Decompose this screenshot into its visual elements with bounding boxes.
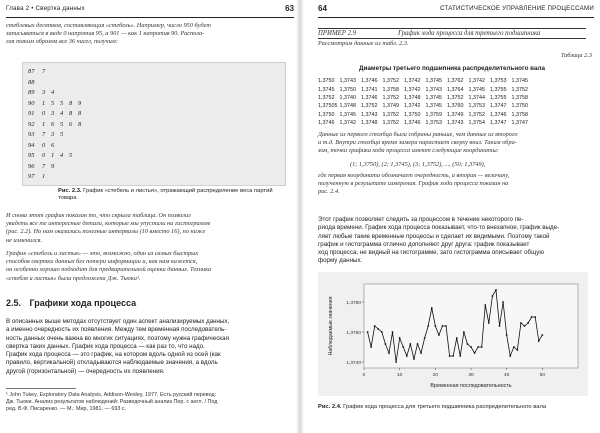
table-cell: 1,3745 bbox=[318, 86, 335, 93]
leaf-value: 5 bbox=[69, 152, 73, 159]
coordinates-line: (1; 1,3750), (2; 1,3745), (3; 1,3752), ..., (50; 1,3749), bbox=[350, 161, 486, 168]
table-cell: 1,3758 bbox=[382, 86, 399, 93]
table-cell: 1,3759 bbox=[425, 111, 442, 118]
data-point bbox=[467, 343, 469, 345]
leaf-value: 3 bbox=[51, 110, 55, 117]
leaf-value: 4 bbox=[60, 110, 64, 117]
table-cell: 1,3746 bbox=[318, 120, 335, 127]
table-cell: 1,3750 bbox=[318, 111, 335, 118]
table-cell: 1,3762 bbox=[447, 78, 464, 85]
right-page bbox=[300, 0, 600, 433]
page-number-left: 63 bbox=[285, 4, 294, 13]
table-cell: 1,3752 bbox=[382, 120, 399, 127]
text-line: ляет любые такие временные процессы и сделает их видимыми. Поэтому такой bbox=[318, 232, 550, 240]
x-tick-label: 40 bbox=[503, 373, 510, 378]
y-tick-label: 1,3740 bbox=[346, 360, 361, 366]
leaf-value: 7 bbox=[42, 68, 46, 75]
data-point bbox=[502, 301, 504, 303]
table-cell: 1,3742 bbox=[468, 78, 485, 85]
example-header bbox=[318, 28, 586, 39]
text-line: График «стебель и листья» — это, возможно, один из самых быстрых bbox=[6, 250, 199, 257]
leaf-value: 5 bbox=[60, 131, 64, 138]
leaf-value: 8 bbox=[78, 120, 82, 128]
stem-value: 95 bbox=[28, 152, 35, 159]
text-line: не изменился. bbox=[6, 236, 43, 244]
data-point bbox=[456, 337, 458, 339]
run-chart-figure bbox=[318, 272, 588, 396]
y-tick-label: 1,3750 bbox=[346, 330, 361, 336]
data-point bbox=[452, 355, 454, 357]
stem-value: 96 bbox=[28, 162, 35, 170]
paragraph-2 bbox=[6, 250, 294, 283]
table-row bbox=[318, 94, 533, 102]
text-line: график и гистограмма отлично дополняют друг друга: график показывает bbox=[318, 240, 530, 248]
table-cell: 1,3754 bbox=[468, 120, 485, 127]
data-point bbox=[470, 346, 472, 348]
y-axis-label: Наблюдаемые значения bbox=[328, 296, 334, 356]
leaf-value: 6 bbox=[69, 120, 73, 128]
data-point bbox=[463, 331, 465, 333]
x-tick-label: 30 bbox=[468, 373, 474, 378]
data-table bbox=[318, 77, 533, 127]
table-cell: 1,3760 bbox=[447, 103, 464, 110]
table-cell: 1,3741 bbox=[361, 86, 378, 93]
caption-text: График хода процесса для третьего подшипника распределительного вала bbox=[343, 404, 547, 410]
footnote-rule bbox=[6, 388, 76, 389]
table-cell: 1,3752 bbox=[361, 103, 378, 110]
table-cell: 1,3742 bbox=[339, 120, 356, 127]
table-cell: 1,3746 bbox=[361, 94, 378, 101]
table-title: Диаметры третьего подшипника распределительного вала bbox=[359, 65, 545, 72]
right-paragraph-1 bbox=[318, 131, 590, 156]
text-line: способов свертки данных без потери информации и, как нам кажется, bbox=[6, 258, 198, 266]
text-line: зом, точки графика хода процесса имеют следующие координаты: bbox=[318, 147, 499, 155]
leaf-value: 3 bbox=[42, 89, 46, 96]
data-point bbox=[409, 343, 411, 345]
caption-text: График «стебель и листья», отражающий распределение веса партий товара bbox=[58, 188, 273, 202]
leaf-value: 1 bbox=[42, 120, 46, 128]
data-point bbox=[481, 346, 483, 348]
text-line: стеблевых десятков, составляющая «стебель». Например, число 950 будет bbox=[6, 22, 211, 29]
stem-value: 88 bbox=[28, 78, 35, 86]
figure-caption-2-4 bbox=[318, 404, 590, 411]
table-row bbox=[318, 119, 533, 127]
table-cell: 1,3752 bbox=[468, 111, 485, 118]
data-point bbox=[477, 346, 479, 348]
stem-leaf-row bbox=[28, 142, 60, 149]
x-axis-label: Временная последовательность bbox=[430, 383, 512, 389]
data-point bbox=[417, 343, 419, 345]
paragraph-3 bbox=[6, 318, 294, 376]
data-point bbox=[402, 346, 404, 348]
leaf-value: 1 bbox=[51, 152, 55, 159]
data-point bbox=[520, 322, 522, 324]
data-point bbox=[385, 343, 387, 345]
paragraph-1 bbox=[6, 212, 294, 245]
caption-label: Рис. 2.3. bbox=[58, 188, 82, 194]
stem-leaf-row bbox=[28, 79, 42, 86]
stem-value: 94 bbox=[28, 141, 35, 149]
data-point bbox=[509, 355, 511, 357]
table-cell: 1,3745 bbox=[425, 78, 442, 85]
data-point bbox=[427, 325, 429, 327]
running-title: СТАТИСТИЧЕСКОЕ УПРАВЛЕНИЕ ПРОЦЕССАМИ bbox=[439, 5, 594, 12]
table-cell: 1,3753 bbox=[425, 120, 442, 127]
leaf-value: 0 bbox=[42, 141, 46, 149]
table-cell: 1,3740 bbox=[339, 94, 356, 101]
leaf-value: 4 bbox=[60, 152, 64, 159]
table-cell: 1,3755 bbox=[490, 94, 507, 101]
leaf-value: 0 bbox=[42, 152, 46, 159]
table-cell: 1,3755 bbox=[490, 86, 507, 93]
data-point bbox=[449, 355, 451, 357]
leaf-value: 1 bbox=[42, 173, 46, 180]
text-line: ность данных очень важна во многих ситуациях, поэтому нужна графическая bbox=[6, 334, 229, 342]
leaf-value: 8 bbox=[69, 99, 73, 107]
data-point bbox=[541, 334, 543, 336]
data-point bbox=[395, 361, 397, 363]
data-point bbox=[506, 334, 508, 336]
stem-value: 93 bbox=[28, 131, 35, 138]
footnote-line: Дж. Тьюки. Анализ результатов наблюдений: Разведочный анализ Пер. с англ. / Под bbox=[6, 398, 218, 405]
table-cell: 1,3748 bbox=[404, 94, 421, 101]
data-point bbox=[424, 337, 426, 339]
stem-value: 90 bbox=[28, 99, 35, 107]
table-cell: 1,3752 bbox=[318, 94, 335, 101]
table-cell: 1,3745 bbox=[339, 111, 356, 118]
section-number: 2.5. bbox=[6, 298, 22, 308]
text-line: «стебля и листья» была предложена Дж. Тьюки¹. bbox=[6, 274, 141, 282]
stem-value: 89 bbox=[28, 89, 35, 96]
table-cell: 1,3742 bbox=[404, 86, 421, 93]
leaf-value: 5 bbox=[60, 120, 64, 128]
leaf-value: 7 bbox=[42, 131, 46, 138]
table-row bbox=[318, 85, 533, 93]
table-cell: 1,3752 bbox=[382, 111, 399, 118]
table-label: Таблица 2.3 bbox=[560, 52, 592, 59]
table-cell: 1,3745 bbox=[425, 94, 442, 101]
data-point bbox=[367, 331, 369, 333]
data-point bbox=[527, 322, 529, 324]
x-tick-label: 10 bbox=[396, 373, 403, 378]
text-line: В описанных выше методах отсутствует один аспект анализируемых данных, bbox=[6, 318, 230, 325]
leaf-value: 7 bbox=[42, 162, 46, 170]
data-point bbox=[420, 352, 422, 354]
data-point bbox=[513, 346, 515, 348]
leaf-value: 6 bbox=[51, 120, 55, 128]
right-paragraph-3 bbox=[318, 216, 590, 266]
table-cell: 1,3747 bbox=[490, 103, 507, 110]
data-point bbox=[431, 307, 433, 309]
footnote-line: ¹ John Tukey, Exploratory Data Analysis, Addison-Wesley, 1977. Есть русский перевод: bbox=[6, 392, 217, 398]
text-line: форму данных. bbox=[318, 257, 363, 265]
leaf-value: 9 bbox=[78, 99, 82, 107]
text-line: гая таким образом все 36 чисел, получим: bbox=[6, 38, 118, 46]
data-point bbox=[374, 325, 376, 327]
example-label: ПРИМЕР 2.9 bbox=[318, 30, 357, 37]
table-cell: 1,37505 bbox=[318, 103, 338, 110]
data-point bbox=[499, 325, 501, 327]
data-point bbox=[488, 322, 490, 324]
text-line: а именно очередность их появления. Между тем временная последователь- bbox=[6, 326, 227, 334]
table-cell: 1,3749 bbox=[382, 103, 399, 110]
data-point bbox=[381, 331, 383, 333]
table-cell: 1,3750 bbox=[511, 103, 528, 110]
intro-paragraph bbox=[6, 22, 294, 47]
table-cell: 1,3748 bbox=[361, 120, 378, 127]
y-tick-label: 1,3760 bbox=[346, 300, 361, 306]
table-cell: 1,3752 bbox=[511, 86, 528, 93]
text-line: увидеть все те интересные детали, которые мы упустили на гистограмме bbox=[6, 220, 211, 228]
data-point bbox=[388, 352, 390, 354]
stem-value: 92 bbox=[28, 120, 35, 128]
table-row bbox=[318, 111, 533, 119]
table-cell: 1,3742 bbox=[404, 103, 421, 110]
data-point bbox=[534, 316, 536, 318]
data-point bbox=[516, 349, 518, 351]
table-row bbox=[318, 77, 533, 85]
stem-leaf-row bbox=[28, 121, 87, 128]
footnote-line: ред. В.Ф. Писаренко. — М.: Мир, 1981. — 693 с. bbox=[6, 405, 127, 412]
stem-leaf-row bbox=[28, 173, 51, 180]
data-point bbox=[438, 334, 440, 336]
table-cell: 1,3764 bbox=[447, 86, 464, 93]
data-point bbox=[524, 325, 526, 327]
table-cell: 1,3743 bbox=[425, 86, 442, 93]
plot-area bbox=[364, 284, 578, 368]
data-point bbox=[531, 316, 533, 318]
leaf-value: 4 bbox=[51, 89, 55, 96]
stem-leaf-row bbox=[28, 110, 87, 117]
table-cell: 1,3750 bbox=[339, 86, 356, 93]
table-cell: 1,3745 bbox=[511, 78, 528, 85]
table-cell: 1,3746 bbox=[404, 120, 421, 127]
example-reference: Рассмотрим данные из табл. 2.3. bbox=[318, 40, 409, 47]
example-title: График хода процесса для третьего подшипника bbox=[398, 30, 541, 37]
text-line: Этот график позволяет следить за процессом в течение некоторого пе- bbox=[318, 216, 524, 223]
leaf-value: 8 bbox=[69, 110, 73, 117]
text-line: рис. 2.4. bbox=[318, 188, 340, 196]
stem-leaf-row bbox=[28, 131, 69, 138]
data-point bbox=[538, 340, 540, 342]
x-tick-label: 0 bbox=[362, 373, 366, 378]
text-line: ход процесса, не видный на гистограмме, зато гистограмма описывает общую bbox=[318, 249, 544, 257]
leaf-value: 3 bbox=[51, 131, 55, 138]
run-chart bbox=[318, 272, 588, 396]
stem-value: 97 bbox=[28, 173, 35, 180]
text-line: полученную в результате измерения. График хода процесса показан на bbox=[318, 180, 509, 188]
table-cell: 1,3747 bbox=[511, 120, 528, 127]
table-cell: 1,3743 bbox=[339, 78, 356, 85]
stem-value: 91 bbox=[28, 110, 35, 117]
stem-leaf-row bbox=[28, 68, 51, 75]
x-tick-label: 50 bbox=[539, 373, 546, 378]
leaf-value: 6 bbox=[51, 141, 55, 149]
table-cell: 1,3753 bbox=[468, 103, 485, 110]
leaf-value: 1 bbox=[42, 99, 46, 107]
leaf-value: 9 bbox=[51, 162, 55, 170]
data-point bbox=[413, 358, 415, 360]
text-line: другой (горизонтальной) — очередность их появления. bbox=[6, 367, 165, 375]
leaf-value: 0 bbox=[42, 110, 46, 117]
stem-leaf-figure bbox=[22, 62, 286, 186]
x-tick-label: 20 bbox=[432, 373, 439, 378]
data-point bbox=[459, 355, 461, 357]
text-line: График хода процесса — это график, на котором вдоль одной из осей (как bbox=[6, 351, 221, 359]
table-cell: 1,3758 bbox=[511, 94, 528, 101]
stem-leaf-row bbox=[28, 163, 60, 170]
data-point bbox=[445, 325, 447, 327]
caption-label: Рис. 2.4. bbox=[318, 404, 342, 410]
data-point bbox=[406, 355, 408, 357]
text-line: правило, вертикальной) откладываются наблюдаемые значения, а вдоль bbox=[6, 359, 218, 367]
text-line: он особенно хорошо подходит для предварительной оценки данных. Техника bbox=[6, 266, 212, 274]
text-line: и т.д. Внутри столбца время замера нарастает сверху вниз. Таким обра- bbox=[318, 139, 517, 147]
text-line: риода времени. График хода процесса показывает, что-то внезапное, график выде- bbox=[318, 224, 560, 232]
table-cell: 1,3742 bbox=[404, 78, 421, 85]
leaf-value: 5 bbox=[51, 99, 55, 107]
table-cell: 1,3745 bbox=[468, 86, 485, 93]
table-cell: 1,3749 bbox=[447, 111, 464, 118]
table-cell: 1,3745 bbox=[425, 103, 442, 110]
stem-value: 87 bbox=[28, 68, 35, 75]
right-paragraph-2 bbox=[318, 172, 590, 197]
table-cell: 1,3750 bbox=[318, 78, 335, 85]
page-number-right: 64 bbox=[318, 4, 327, 13]
data-point bbox=[377, 328, 379, 330]
stem-leaf-row bbox=[28, 89, 60, 96]
right-page-header bbox=[318, 4, 594, 18]
data-point bbox=[495, 289, 497, 291]
data-point bbox=[442, 325, 444, 327]
table-cell: 1,3746 bbox=[361, 78, 378, 85]
text-line: Данные из первого столбца были собраны раньше, чем данные из второго bbox=[318, 131, 518, 138]
data-point bbox=[434, 325, 436, 327]
table-cell: 1,3752 bbox=[447, 94, 464, 101]
data-point bbox=[492, 295, 494, 297]
table-cell: 1,3746 bbox=[490, 111, 507, 118]
footnote bbox=[6, 388, 294, 412]
data-point bbox=[484, 304, 486, 306]
data-point bbox=[474, 352, 476, 354]
leaf-value: 5 bbox=[60, 99, 64, 107]
section-title: Графики хода процесса bbox=[29, 298, 137, 308]
section-heading bbox=[6, 298, 136, 308]
leaf-value: 8 bbox=[78, 110, 82, 117]
left-page-header bbox=[6, 4, 294, 18]
text-line: свертка таких данных. График хода процесса — как раз то, что надо. bbox=[6, 342, 205, 350]
stem-leaf-row bbox=[28, 100, 87, 107]
table-cell: 1,3744 bbox=[468, 94, 485, 101]
data-point bbox=[392, 331, 394, 333]
text-line: где первая координата обозначает очередность, а вторая — величину, bbox=[318, 172, 510, 179]
chapter-title: Глава 2 • Свертка данных bbox=[6, 5, 85, 12]
table-cell: 1,3747 bbox=[490, 120, 507, 127]
table-cell: 1,3750 bbox=[404, 111, 421, 118]
data-point bbox=[399, 337, 401, 339]
table-cell: 1,3752 bbox=[382, 78, 399, 85]
table-cell: 1,3748 bbox=[339, 103, 356, 110]
table-cell: 1,3752 bbox=[382, 94, 399, 101]
figure-caption-2-3 bbox=[58, 188, 290, 203]
table-cell: 1,3743 bbox=[447, 120, 464, 127]
text-line: (рис. 2.2). Но нам оказались полезные интервалы (10 вместо 16), по ниже bbox=[6, 228, 206, 236]
table-row bbox=[318, 102, 533, 110]
table-cell: 1,3743 bbox=[361, 111, 378, 118]
text-line: И снова этот график показан то, что скрыла таблица. Он позволил bbox=[6, 212, 191, 219]
stem-leaf-row bbox=[28, 152, 78, 159]
table-cell: 1,3758 bbox=[511, 111, 528, 118]
table-cell: 1,3753 bbox=[490, 78, 507, 85]
text-line: записываться в виде 0 напротив 95, а 901 — как 1 напротив 90. Распола- bbox=[6, 30, 205, 38]
data-point bbox=[370, 346, 372, 348]
